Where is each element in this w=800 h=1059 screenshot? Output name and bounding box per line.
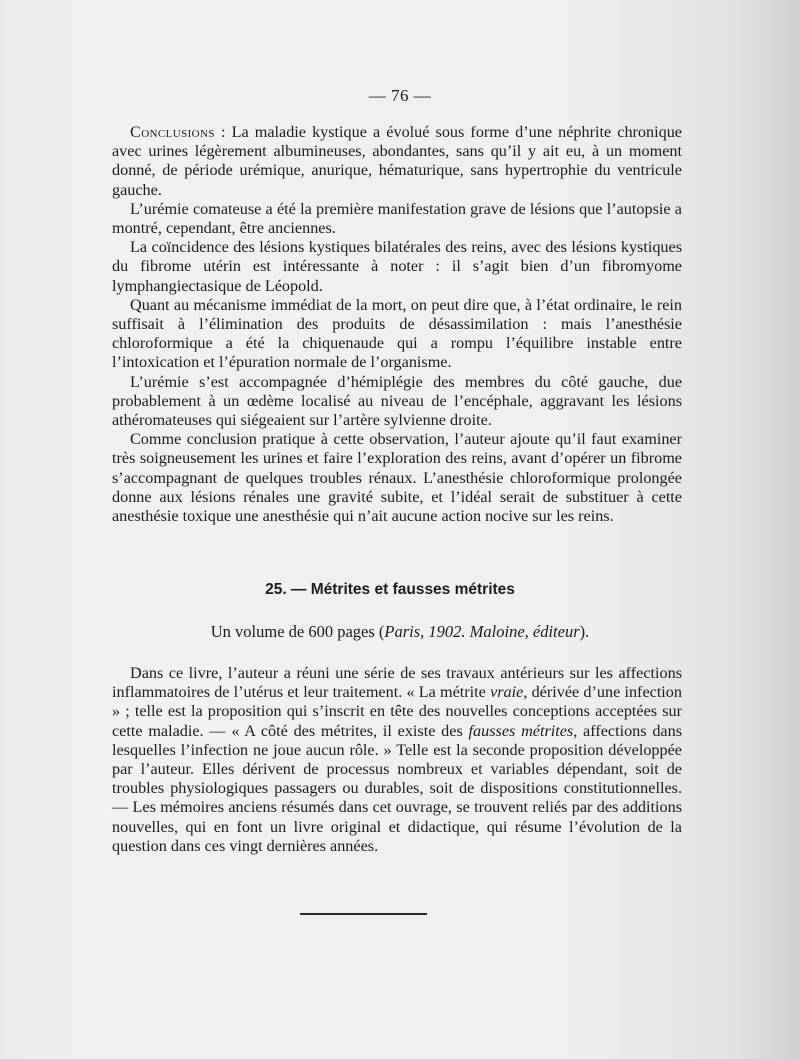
volume-suffix: ). (579, 622, 590, 641)
book-italic-vraie: vraie (490, 683, 524, 702)
book-text-part-1: Dans ce livre, l’auteur a réuni une série de ses travaux antérieurs sur les affections inflammatoires de l’utérus et leur traitement. « La métrite (112, 664, 682, 702)
volume-place-publisher: Paris, 1902. Maloine, éditeur (384, 622, 580, 641)
section-heading: 25. — Métrites et fausses métrites (265, 581, 515, 598)
horizontal-rule (300, 913, 427, 915)
conclusions-lead: Conclusions (130, 123, 215, 141)
conclusions-paragraph-1-text: : La maladie kystique a évolué sous forme d’une néphrite chronique avec urines légèrement albumineuses, abondantes, sans qu’il y ait eu, à un moment donné, de période urémique, anurique, hématurique, sans hypertrophie du ventricule gauche. (112, 123, 682, 199)
conclusions-paragraph-3: La coïncidence des lésions kystiques bilatérales des reins, avec des lésions kystiques du fibrome utérin est intéressante à noter : il s’agit bien d’un fibromyome lymphangiectasique de Léopold. (112, 238, 682, 295)
book-paragraph (112, 664, 682, 856)
volume-info (0, 622, 800, 642)
page-number: — 76 — (368, 86, 432, 105)
conclusions-section (112, 123, 682, 526)
conclusions-paragraph-2: L’urémie comateuse a été la première manifestation grave de lésions que l’autopsie a montré, cependant, être anciennes. (112, 199, 682, 238)
book-text-part-2: , dérivée d’une infection » ; telle est la proposition qui s’inscrit en tête des nouvelles conceptions acceptées sur cette maladie. — « A côté des métrites, il existe des (112, 683, 682, 740)
conclusions-paragraph-6: Comme conclusion pratique à cette observation, l’auteur ajoute qu’il faut examiner très soigneusement les urines et faire l’exploration des reins, avant d’opérer un fibrome s’accompagnant de quelques troubles rénaux. L’anesthésie chloroformique prolongée donne aux lésions rénales une gravité subite, et l’idéal serait de substituer à cette anesthésie toxique une anesthésie qui n’ait aucune action nocive sur les reins. (112, 430, 682, 526)
book-italic-fausses-metrites: fausses métrites (468, 721, 574, 740)
book-text-part-3: , affections dans lesquelles l’infection ne joue aucun rôle. » Telle est la seconde proposition développée par l’auteur. Elles dérivent de processus nombreux et variables dépendant, soit de troubles physiologiques passagers ou durables, soit de dispositions constitutionnelles. — Les mémoires anciens résumés dans cet ouvrage, se trouvent reliés par des additions nouvelles, qui en font un livre original et didactique, qui résume l’évolution de la question dans ces vingt dernières années. (112, 721, 682, 855)
conclusions-paragraph-1 (112, 123, 682, 200)
conclusions-paragraph-4: Quant au mécanisme immédiat de la mort, on peut dire que, à l’état ordinaire, le rein suffisait à l’élimination des produits de désassimilation : mais l’anesthésie chloroformique a été la chiquenaude qui a rompu l’équilibre instable entre l’intoxication et l’épuration normale de l’organisme. (112, 295, 682, 372)
book-description (112, 664, 682, 856)
conclusions-paragraph-5: L’urémie s’est accompagnée d’hémiplégie des membres du côté gauche, due probablement à un œdème localisé au niveau de l’encéphale, aggravant les lésions athéromateuses qui siégeaient sur l’artère sylvienne droite. (112, 372, 682, 430)
volume-prefix: Un volume de 600 pages ( (210, 622, 385, 641)
